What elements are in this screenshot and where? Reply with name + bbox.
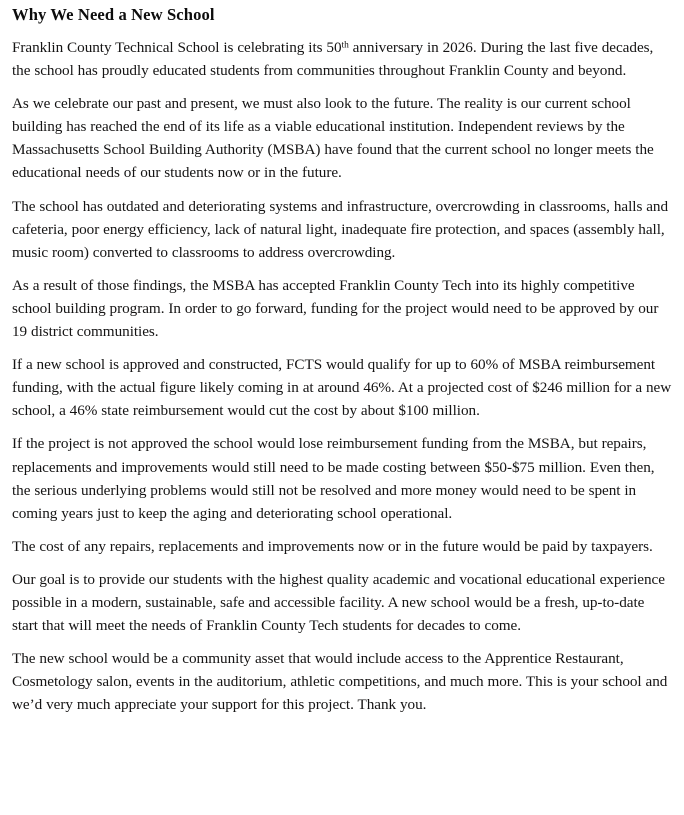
paragraph-deficiencies-list: The school has outdated and deteriorating systems and infrastructure, overcrowding in classrooms, halls and cafeteria, poor energy efficiency, lack of natural light, inadequate fire protection, and spaces (assembly hall, music room) converted to classrooms to address overcrowding.	[12, 197, 669, 261]
paragraph-reimbursement-funding: If a new school is approved and constructed, FCTS would qualify for up to 60% of MSBA reimbursement funding, with the actual figure likely coming in at around 46%. At a projected cost of $246 million for a new school, a 46% state reimbursement would cut the cost by about $100 million.	[12, 356, 672, 420]
ordinal-suffix-superscript: th	[341, 40, 349, 51]
paragraph-text-after-superscript: anniversary in 2026. During the last five decades, the school has proudly educated students from communities throughout Franklin County and beyond.	[12, 39, 654, 80]
paragraph-not-approved-consequences: If the project is not approved the school would lose reimbursement funding from the MSBA, but repairs, replacements and improvements would still need to be made costing between $50-$75 million. Even then, the serious underlying problems would still not be resolved and more money would need to be spent in coming years just to keep the aging and deteriorating school operational.	[12, 435, 655, 522]
paragraph-building-condition-findings: As we celebrate our past and present, we must also look to the future. The reality is our current school building has reached the end of its life as a viable educational institution. Independent reviews by the Massachusetts School Building Authority (MSBA) have found that the current school no longer meets the educational needs of our students now or in the future.	[12, 95, 654, 182]
paragraph-text-before-superscript: Franklin County Technical School is celebrating its 50	[12, 39, 342, 56]
page-title: Why We Need a New School	[12, 5, 215, 24]
paragraph-community-asset-closing: The new school would be a community asset that would include access to the Apprentice Restaurant, Cosmetology salon, events in the auditorium, athletic competitions, and much more. This is your school and we’d very much appreciate your support for this project. Thank you.	[12, 650, 668, 714]
paragraph-anniversary-intro	[12, 36, 673, 82]
paragraph-taxpayer-cost: The cost of any repairs, replacements and improvements now or in the future would be paid by taxpayers.	[12, 537, 653, 555]
paragraph-goal-statement: Our goal is to provide our students with the highest quality academic and vocational educational experience possible in a modern, sustainable, safe and accessible facility. A new school would be a fresh, up-to-date start that will meet the needs of Franklin County Tech students for decades to come.	[12, 570, 665, 635]
paragraph-msba-acceptance: As a result of those findings, the MSBA has accepted Franklin County Tech into its highly competitive school building program. In order to go forward, funding for the project would need to be approved by our 19 district communities.	[12, 276, 659, 341]
